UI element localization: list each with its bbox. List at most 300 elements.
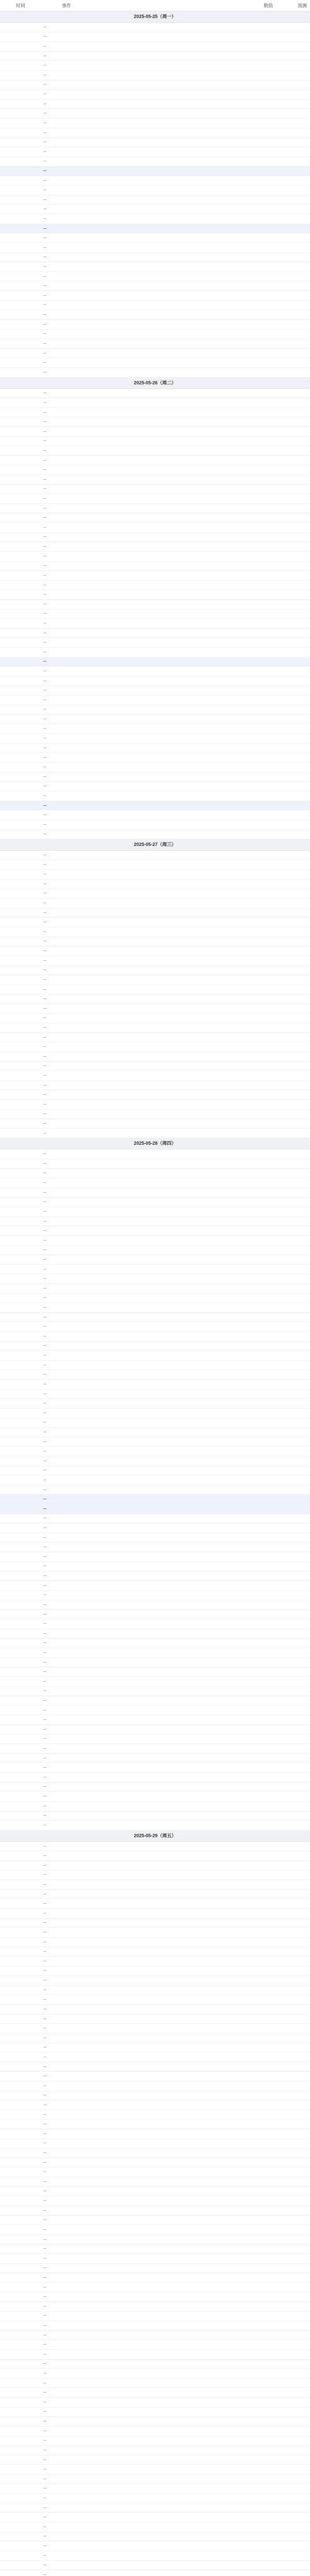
event-name: — bbox=[43, 1411, 46, 1415]
event-name: — bbox=[43, 497, 46, 501]
header-value: 数值 bbox=[263, 3, 273, 8]
calendar-row bbox=[0, 2350, 310, 2360]
event-name: — bbox=[43, 2304, 46, 2308]
event-name: — bbox=[43, 2400, 46, 2404]
calendar-row bbox=[0, 2244, 310, 2254]
calendar-row bbox=[0, 724, 310, 734]
calendar-row bbox=[0, 1052, 310, 1062]
calendar-row bbox=[0, 1802, 310, 1811]
event-name: — bbox=[43, 1498, 46, 1501]
event-name: — bbox=[43, 1172, 46, 1175]
calendar-row bbox=[0, 494, 310, 504]
calendar-row bbox=[0, 128, 310, 138]
event-name: — bbox=[43, 64, 46, 67]
event-name: — bbox=[43, 1122, 46, 1126]
event-name: — bbox=[43, 1083, 46, 1087]
event-name: — bbox=[43, 746, 46, 750]
calendar-row bbox=[0, 2273, 310, 2283]
event-name: — bbox=[43, 2343, 46, 2347]
event-name: — bbox=[43, 959, 46, 962]
calendar-row bbox=[0, 389, 310, 399]
calendar-row bbox=[0, 2235, 310, 2245]
event-name: — bbox=[43, 775, 46, 778]
event-name: — bbox=[43, 1632, 46, 1635]
calendar-row bbox=[0, 446, 310, 456]
calendar-row bbox=[0, 408, 310, 418]
calendar-row bbox=[0, 1667, 310, 1677]
event-name: — bbox=[43, 1670, 46, 1674]
event-name: — bbox=[43, 236, 46, 240]
calendar-row bbox=[0, 1042, 310, 1052]
calendar-row bbox=[0, 830, 310, 840]
calendar-row bbox=[0, 705, 310, 715]
calendar-row bbox=[0, 1851, 310, 1861]
calendar-row bbox=[0, 1619, 310, 1629]
event-name: — bbox=[43, 756, 46, 759]
calendar-row bbox=[0, 1880, 310, 1890]
event-name: — bbox=[43, 2468, 46, 2471]
event-name: — bbox=[43, 727, 46, 731]
calendar-row bbox=[0, 61, 310, 71]
event-name: — bbox=[43, 2266, 46, 2270]
calendar-row bbox=[0, 2033, 310, 2043]
event-name: — bbox=[43, 1229, 46, 1233]
calendar-row bbox=[0, 1100, 310, 1110]
calendar-row bbox=[0, 1246, 310, 1256]
header-time: 时间 bbox=[15, 3, 25, 8]
event-name: — bbox=[43, 1823, 46, 1827]
event-name: — bbox=[43, 420, 46, 424]
calendar-row bbox=[0, 1014, 310, 1024]
calendar-row bbox=[0, 214, 310, 224]
event-name: — bbox=[43, 2372, 46, 2376]
calendar-row bbox=[0, 1437, 310, 1447]
calendar-row bbox=[0, 1861, 310, 1871]
calendar-row bbox=[0, 301, 310, 311]
calendar-row bbox=[0, 2043, 310, 2053]
event-name: — bbox=[43, 2381, 46, 2385]
event-name: — bbox=[43, 573, 46, 577]
event-name: — bbox=[43, 2055, 46, 2059]
event-name: — bbox=[43, 449, 46, 452]
calendar-row bbox=[0, 2072, 310, 2081]
event-name: — bbox=[43, 1103, 46, 1106]
event-name: — bbox=[43, 1775, 46, 1779]
event-name: — bbox=[43, 679, 46, 683]
event-name: — bbox=[43, 1334, 46, 1338]
event-name: — bbox=[43, 1844, 46, 1848]
calendar-row bbox=[0, 1821, 310, 1831]
event-name: — bbox=[43, 1940, 46, 1944]
event-name: — bbox=[43, 1998, 46, 2002]
event-name: — bbox=[43, 535, 46, 539]
event-name: — bbox=[43, 313, 46, 317]
event-name: — bbox=[43, 1950, 46, 1954]
event-name: — bbox=[43, 2477, 46, 2481]
calendar-row bbox=[0, 475, 310, 485]
event-name: — bbox=[43, 689, 46, 692]
event-name: — bbox=[43, 2142, 46, 2145]
event-name: — bbox=[43, 583, 46, 587]
calendar-row bbox=[0, 1842, 310, 1852]
calendar-row bbox=[0, 1899, 310, 1909]
event-name: — bbox=[43, 478, 46, 481]
event-name: — bbox=[43, 930, 46, 934]
event-name: — bbox=[43, 2123, 46, 2126]
calendar-row bbox=[0, 946, 310, 956]
event-name: — bbox=[43, 997, 46, 1001]
calendar-row bbox=[0, 1255, 310, 1265]
event-name: — bbox=[43, 1344, 46, 1348]
event-name: — bbox=[43, 641, 46, 645]
calendar-row bbox=[0, 1811, 310, 1821]
calendar-row bbox=[0, 243, 310, 253]
calendar-row bbox=[0, 2436, 310, 2446]
calendar-row bbox=[0, 908, 310, 918]
calendar-row bbox=[0, 176, 310, 186]
event-name: — bbox=[43, 2429, 46, 2433]
event-name: — bbox=[43, 2180, 46, 2183]
event-name: — bbox=[43, 1239, 46, 1242]
calendar-row bbox=[0, 2187, 310, 2197]
calendar-row bbox=[0, 927, 310, 937]
calendar-row bbox=[0, 1485, 310, 1495]
calendar-row bbox=[0, 90, 310, 99]
calendar-row bbox=[0, 1023, 310, 1033]
calendar-row bbox=[0, 1332, 310, 1342]
event-name: — bbox=[43, 83, 46, 87]
event-name: — bbox=[43, 969, 46, 972]
event-name: — bbox=[43, 370, 46, 374]
calendar-row bbox=[0, 1149, 310, 1159]
calendar-row bbox=[0, 2522, 310, 2532]
calendar-row bbox=[0, 1639, 310, 1649]
event-name: — bbox=[43, 1026, 46, 1029]
calendar-body bbox=[0, 11, 310, 2576]
calendar-row bbox=[0, 1957, 310, 1967]
event-name: — bbox=[43, 1854, 46, 1858]
calendar-row bbox=[0, 1119, 310, 1129]
calendar-row bbox=[0, 657, 310, 667]
event-name: — bbox=[43, 102, 46, 106]
calendar-row bbox=[0, 2503, 310, 2513]
calendar-row bbox=[0, 1610, 310, 1620]
calendar-row bbox=[0, 157, 310, 167]
event-name: — bbox=[43, 1459, 46, 1463]
event-name: — bbox=[43, 1863, 46, 1867]
calendar-row bbox=[0, 1351, 310, 1361]
event-name: — bbox=[43, 1689, 46, 1693]
calendar-row bbox=[0, 820, 310, 830]
calendar-row bbox=[0, 2167, 310, 2177]
calendar-row bbox=[0, 1995, 310, 2005]
event-name: — bbox=[43, 650, 46, 654]
calendar-row bbox=[0, 1274, 310, 1284]
calendar-row bbox=[0, 1265, 310, 1275]
calendar-row bbox=[0, 2398, 310, 2408]
calendar-row bbox=[0, 619, 310, 629]
calendar-row bbox=[0, 2292, 310, 2302]
event-name: — bbox=[43, 1007, 46, 1010]
calendar-row bbox=[0, 2427, 310, 2436]
calendar-row bbox=[0, 1947, 310, 1957]
calendar-row bbox=[0, 2541, 310, 2551]
event-name: — bbox=[43, 1055, 46, 1058]
event-name: — bbox=[43, 2314, 46, 2318]
calendar-row bbox=[0, 1217, 310, 1227]
day-header: 2025-05-27（周三） bbox=[0, 839, 310, 851]
calendar-row bbox=[0, 2455, 310, 2465]
event-name: — bbox=[43, 1883, 46, 1886]
event-name: — bbox=[43, 2545, 46, 2548]
calendar-row bbox=[0, 2264, 310, 2274]
event-name: — bbox=[43, 2458, 46, 2462]
event-name: — bbox=[43, 526, 46, 529]
event-name: — bbox=[43, 1306, 46, 1310]
event-name: — bbox=[43, 1507, 46, 1511]
calendar-row bbox=[0, 810, 310, 820]
event-name: — bbox=[43, 169, 46, 173]
event-name: — bbox=[43, 2439, 46, 2443]
event-name: — bbox=[43, 217, 46, 221]
calendar-row bbox=[0, 262, 310, 272]
calendar-row bbox=[0, 339, 310, 349]
event-name: — bbox=[43, 1488, 46, 1492]
calendar-row bbox=[0, 427, 310, 437]
calendar-row bbox=[0, 1062, 310, 1072]
calendar-row bbox=[0, 590, 310, 600]
event-name: — bbox=[43, 2017, 46, 2021]
event-name: — bbox=[43, 2352, 46, 2356]
calendar-row bbox=[0, 1110, 310, 1120]
event-name: — bbox=[43, 1959, 46, 1963]
event-name: — bbox=[43, 950, 46, 953]
calendar-row bbox=[0, 118, 310, 128]
calendar-row bbox=[0, 1909, 310, 1919]
calendar-row bbox=[0, 485, 310, 495]
event-name: — bbox=[43, 1988, 46, 1992]
event-name: — bbox=[43, 160, 46, 163]
calendar-row bbox=[0, 2465, 310, 2475]
event-name: — bbox=[43, 150, 46, 154]
calendar-row bbox=[0, 870, 310, 879]
calendar-row bbox=[0, 994, 310, 1004]
calendar-row bbox=[0, 2177, 310, 2187]
calendar-row bbox=[0, 1735, 310, 1744]
calendar-row bbox=[0, 1159, 310, 1169]
calendar-row bbox=[0, 99, 310, 109]
calendar-row bbox=[0, 2206, 310, 2216]
event-name: — bbox=[43, 564, 46, 568]
event-name: — bbox=[43, 1036, 46, 1039]
table-header bbox=[0, 0, 310, 11]
calendar-row bbox=[0, 2120, 310, 2129]
calendar-row bbox=[0, 71, 310, 80]
event-name: — bbox=[43, 2324, 46, 2327]
calendar-row bbox=[0, 1514, 310, 1524]
event-name: — bbox=[43, 1517, 46, 1520]
event-name: — bbox=[43, 2420, 46, 2424]
event-name: — bbox=[43, 2525, 46, 2529]
calendar-row bbox=[0, 2024, 310, 2033]
event-name: — bbox=[43, 1584, 46, 1587]
calendar-row bbox=[0, 2005, 310, 2014]
calendar-row bbox=[0, 889, 310, 899]
calendar-row bbox=[0, 533, 310, 543]
event-name: — bbox=[43, 882, 46, 886]
calendar-row bbox=[0, 2417, 310, 2427]
event-name: — bbox=[43, 1902, 46, 1906]
calendar-row bbox=[0, 1919, 310, 1928]
day-header: 2025-05-25（周一） bbox=[0, 11, 310, 23]
event-name: — bbox=[43, 2333, 46, 2337]
event-name: — bbox=[43, 698, 46, 702]
day-header: 2025-05-26（周二） bbox=[0, 378, 310, 389]
event-name: — bbox=[43, 2228, 46, 2231]
calendar-row bbox=[0, 1523, 310, 1533]
calendar-row bbox=[0, 2302, 310, 2312]
event-name: — bbox=[43, 1603, 46, 1606]
calendar-row bbox=[0, 2532, 310, 2542]
calendar-row bbox=[0, 956, 310, 966]
calendar-row bbox=[0, 1004, 310, 1014]
event-name: — bbox=[43, 2151, 46, 2155]
calendar-row bbox=[0, 310, 310, 320]
calendar-row bbox=[0, 1389, 310, 1399]
calendar-row bbox=[0, 2053, 310, 2062]
event-name: — bbox=[43, 265, 46, 269]
event-name: — bbox=[43, 1680, 46, 1683]
event-name: — bbox=[43, 1363, 46, 1367]
calendar-row bbox=[0, 32, 310, 42]
event-name: — bbox=[43, 593, 46, 597]
calendar-row bbox=[0, 185, 310, 195]
event-name: — bbox=[43, 351, 46, 355]
event-name: — bbox=[43, 708, 46, 711]
event-name: — bbox=[43, 1574, 46, 1578]
event-name: — bbox=[43, 1931, 46, 1935]
event-name: — bbox=[43, 179, 46, 182]
calendar-row bbox=[0, 1447, 310, 1456]
calendar-row bbox=[0, 1399, 310, 1409]
calendar-row bbox=[0, 1313, 310, 1323]
calendar-row bbox=[0, 1456, 310, 1466]
calendar-row bbox=[0, 2475, 310, 2484]
event-name: — bbox=[43, 670, 46, 673]
calendar-row bbox=[0, 1629, 310, 1639]
calendar-row bbox=[0, 696, 310, 705]
event-name: — bbox=[43, 1430, 46, 1434]
event-name: — bbox=[43, 1210, 46, 1213]
event-name: — bbox=[43, 1325, 46, 1329]
calendar-row bbox=[0, 2158, 310, 2168]
event-name: — bbox=[43, 2535, 46, 2538]
event-name: — bbox=[43, 892, 46, 895]
event-name: — bbox=[43, 1979, 46, 1982]
calendar-row bbox=[0, 2331, 310, 2341]
calendar-row bbox=[0, 937, 310, 947]
calendar-row bbox=[0, 1504, 310, 1514]
calendar-row bbox=[0, 638, 310, 648]
event-name: — bbox=[43, 1555, 46, 1558]
calendar-row bbox=[0, 1871, 310, 1880]
calendar-row bbox=[0, 1090, 310, 1100]
event-name: — bbox=[43, 1153, 46, 1156]
event-name: — bbox=[43, 902, 46, 905]
event-name: — bbox=[43, 2391, 46, 2395]
event-name: — bbox=[43, 2276, 46, 2279]
event-name: — bbox=[43, 2295, 46, 2299]
calendar-row bbox=[0, 1967, 310, 1976]
event-name: — bbox=[43, 256, 46, 259]
calendar-row bbox=[0, 1226, 310, 1236]
calendar-row bbox=[0, 166, 310, 176]
calendar-row bbox=[0, 648, 310, 657]
event-name: — bbox=[43, 2113, 46, 2116]
event-name: — bbox=[43, 1785, 46, 1789]
event-name: — bbox=[43, 1286, 46, 1290]
event-name: — bbox=[43, 1756, 46, 1760]
calendar-row bbox=[0, 985, 310, 995]
calendar-row bbox=[0, 581, 310, 590]
event-name: — bbox=[43, 602, 46, 606]
event-name: — bbox=[43, 2132, 46, 2136]
calendar-row bbox=[0, 1322, 310, 1332]
calendar-row bbox=[0, 233, 310, 243]
event-name: — bbox=[43, 2362, 46, 2366]
calendar-row bbox=[0, 2379, 310, 2388]
event-name: — bbox=[43, 1064, 46, 1068]
calendar-row bbox=[0, 2321, 310, 2331]
event-name: — bbox=[43, 506, 46, 510]
calendar-row bbox=[0, 23, 310, 32]
calendar-row bbox=[0, 782, 310, 792]
calendar-row bbox=[0, 2100, 310, 2110]
calendar-row bbox=[0, 1552, 310, 1562]
event-name: — bbox=[43, 545, 46, 549]
calendar-row bbox=[0, 2551, 310, 2561]
event-name: — bbox=[43, 2496, 46, 2500]
event-name: — bbox=[43, 294, 46, 297]
calendar-row bbox=[0, 1198, 310, 1208]
calendar-row bbox=[0, 676, 310, 686]
calendar-row bbox=[0, 2091, 310, 2101]
calendar-row bbox=[0, 1773, 310, 1783]
event-name: — bbox=[43, 1969, 46, 1973]
event-name: — bbox=[43, 189, 46, 192]
calendar-row bbox=[0, 1342, 310, 1351]
calendar-row bbox=[0, 42, 310, 52]
event-name: — bbox=[43, 1469, 46, 1472]
calendar-row bbox=[0, 1081, 310, 1091]
event-name: — bbox=[43, 1699, 46, 1702]
calendar-row bbox=[0, 504, 310, 514]
day-header: 2025-05-29（周五） bbox=[0, 1831, 310, 1842]
event-name: — bbox=[43, 2257, 46, 2260]
calendar-row bbox=[0, 2570, 310, 2576]
calendar-row bbox=[0, 1476, 310, 1485]
calendar-row bbox=[0, 224, 310, 234]
event-name: — bbox=[43, 660, 46, 664]
event-name: — bbox=[43, 1527, 46, 1530]
calendar-row bbox=[0, 195, 310, 205]
event-name: — bbox=[43, 1045, 46, 1049]
event-name: — bbox=[43, 54, 46, 58]
event-name: — bbox=[43, 131, 46, 134]
event-name: — bbox=[43, 1200, 46, 1204]
calendar-row bbox=[0, 1687, 310, 1697]
event-name: — bbox=[43, 208, 46, 211]
